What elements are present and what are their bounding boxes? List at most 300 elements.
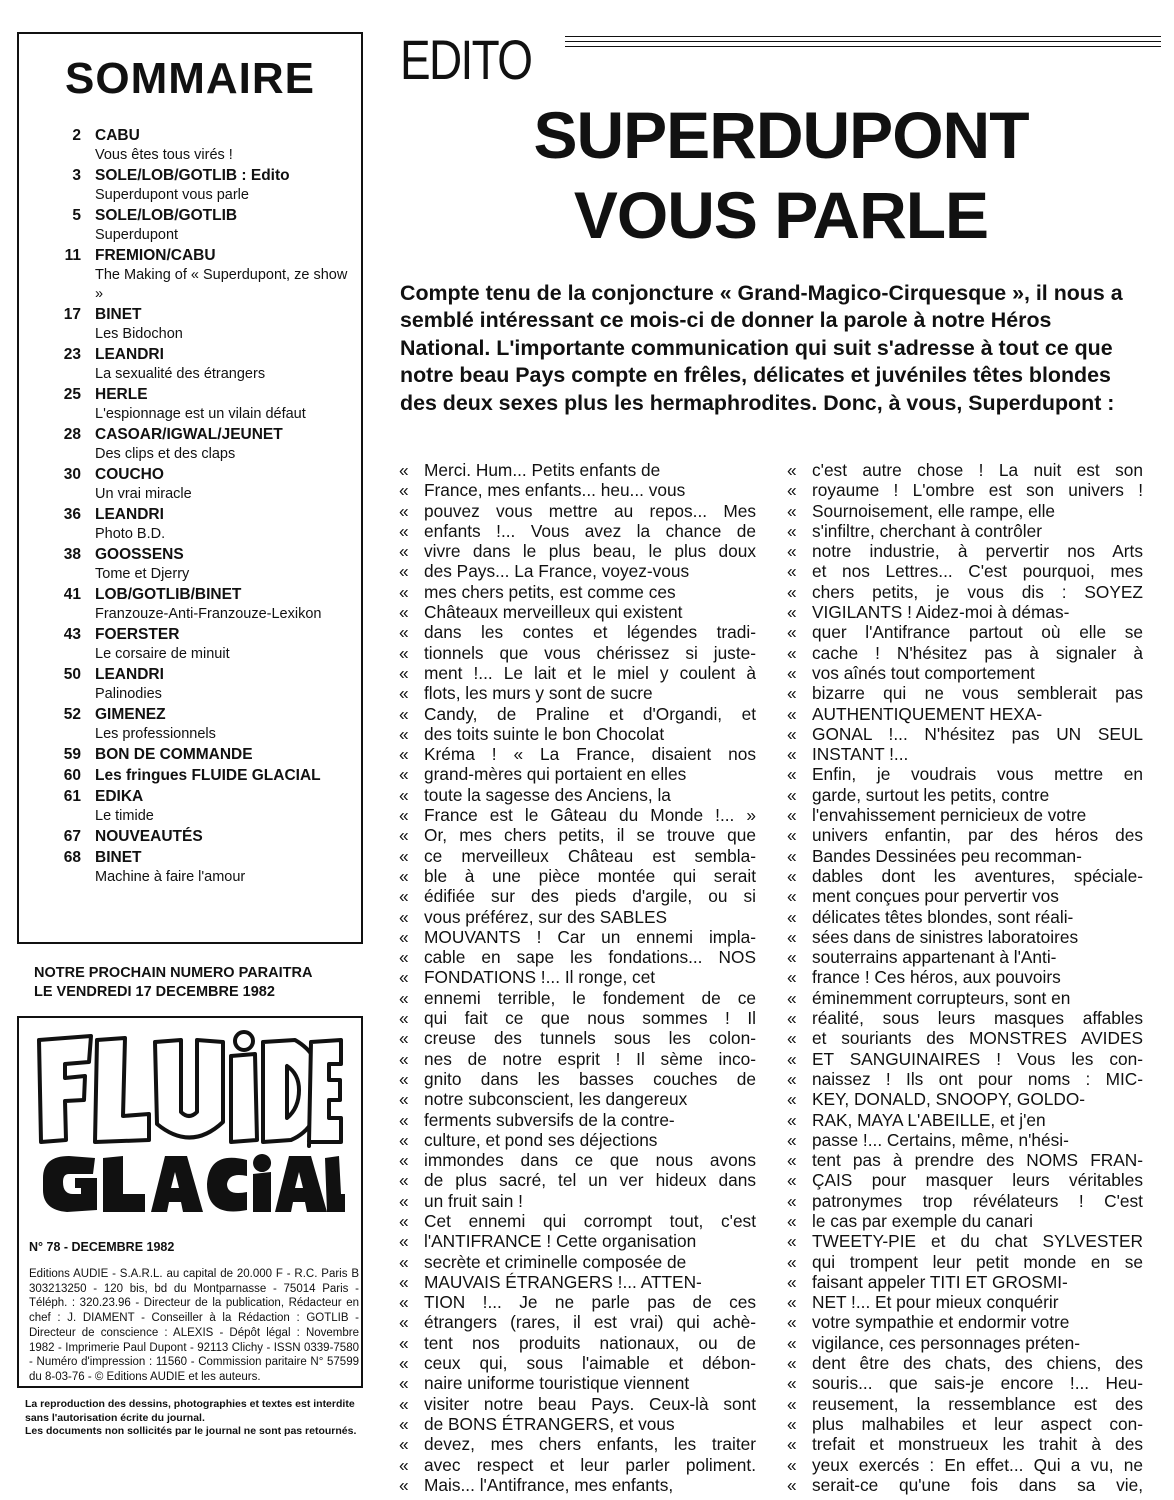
line-text: trefait et monstrueux les trahit à des: [812, 1434, 1143, 1455]
quote-mark: «: [399, 1109, 409, 1130]
toc-page-number: 38: [63, 546, 81, 563]
quote-mark: «: [399, 1129, 409, 1150]
quote-mark: «: [399, 926, 409, 947]
toc-author: FOERSTER: [95, 626, 180, 643]
quote-mark: «: [787, 784, 797, 805]
toc-entry: [47, 545, 351, 584]
quote-mark: «: [787, 662, 797, 683]
headline-line1: SUPERDUPONT: [533, 98, 1029, 172]
text-line: [787, 1252, 1143, 1272]
quote-mark: «: [787, 561, 797, 582]
quote-mark: «: [399, 805, 409, 826]
line-text: garde, surtout les petits, contre: [812, 784, 1050, 805]
quote-mark: «: [787, 906, 797, 927]
toc-entry: [47, 745, 351, 765]
toc-title: Les professionnels: [95, 726, 216, 742]
toc-page-number: 60: [63, 767, 81, 784]
text-line: [399, 501, 756, 521]
line-text: ment conçues pour pervertir vos: [812, 886, 1059, 907]
line-text: Kréma ! « La France, disaient nos: [424, 744, 756, 765]
edito-rule: [565, 36, 1161, 37]
toc-author: CASOAR/IGWAL/JEUNET: [95, 426, 283, 443]
line-text: ble à une pièce montée qui serait: [424, 865, 756, 886]
line-text: dables dont les aventures, spéciale-: [812, 865, 1143, 886]
line-text: Mais... l'Antifrance, mes enfants,: [424, 1474, 674, 1495]
quote-mark: «: [787, 1413, 797, 1434]
text-line: [399, 1272, 756, 1292]
edito-rule: [565, 41, 1161, 42]
quote-mark: «: [787, 1332, 797, 1353]
quote-mark: «: [399, 1089, 409, 1110]
quote-mark: «: [787, 825, 797, 846]
text-line: [399, 907, 756, 927]
quote-mark: «: [787, 1170, 797, 1191]
text-line: [787, 521, 1143, 541]
text-line: [399, 1353, 756, 1373]
quote-mark: «: [787, 460, 797, 480]
quote-mark: «: [787, 744, 797, 765]
quote-mark: «: [787, 987, 797, 1008]
line-text: l'envahissement pernicieux de votre: [812, 805, 1087, 826]
quote-mark: «: [399, 987, 409, 1008]
line-text: cable en sape les fondations... NOS: [424, 947, 756, 968]
text-line: [787, 1353, 1143, 1373]
toc-page-number: 68: [63, 849, 81, 866]
line-text: Enfin, je voudrais vous mettre en: [812, 764, 1143, 785]
text-line: [399, 1475, 756, 1495]
quote-mark: «: [787, 926, 797, 947]
text-line: [787, 805, 1143, 825]
text-line: [399, 1394, 756, 1414]
toc-entry: [47, 848, 351, 887]
toc-title: L'espionnage est un vilain défaut: [95, 406, 306, 422]
text-line: [787, 1211, 1143, 1231]
text-line: [399, 1089, 756, 1109]
quote-mark: «: [787, 1068, 797, 1089]
quote-mark: «: [399, 764, 409, 785]
quote-mark: «: [787, 845, 797, 866]
line-text: des toits suinte le bon Chocolat: [424, 723, 665, 744]
toc-author: LEANDRI: [95, 506, 164, 523]
line-text: royaume ! L'ombre est son univers !: [812, 480, 1143, 501]
masthead-box: [17, 1016, 363, 1388]
quote-mark: «: [787, 723, 797, 744]
line-text: sées dans de sinistres laboratoires: [812, 926, 1079, 947]
text-line: [399, 643, 756, 663]
toc-title: The Making of « Superdupont, ze show »: [95, 267, 348, 302]
toc-entry: [47, 827, 351, 847]
toc-entry: [47, 465, 351, 504]
text-line: [399, 947, 756, 967]
edito-column-1: [399, 460, 756, 1495]
text-line: [787, 1028, 1143, 1048]
text-line: [787, 846, 1143, 866]
line-text: ET SANGUINAIRES ! Vous les con-: [812, 1048, 1143, 1069]
text-line: [787, 683, 1143, 703]
quote-mark: «: [399, 744, 409, 765]
toc-title: Superdupont: [95, 227, 179, 243]
text-line: [787, 501, 1143, 521]
headline-line2: VOUS PARLE: [573, 178, 989, 252]
line-text: et nos Lettres... C'est pourquoi, mes: [812, 561, 1143, 582]
line-text: l'ANTIFRANCE ! Cette organisation: [424, 1231, 697, 1252]
toc-title: Le corsaire de minuit: [95, 646, 230, 662]
toc-entry: [47, 385, 351, 424]
line-text: VIGILANTS ! Aidez-moi à démas-: [812, 602, 1070, 623]
text-line: [787, 602, 1143, 622]
text-line: [787, 1312, 1143, 1332]
line-text: un fruit sain !: [424, 1190, 523, 1211]
toc-page-number: 11: [64, 247, 81, 264]
line-text: souterrains appartenant à l'Anti-: [812, 947, 1057, 968]
quote-mark: «: [787, 622, 797, 643]
reproduction-line2: Les documents non sollicités par le journal ne sont pas retournés.: [25, 1425, 357, 1438]
text-line: [787, 1150, 1143, 1170]
toc-title: Tome et Djerry: [95, 566, 190, 582]
toc-title: Les Bidochon: [95, 326, 183, 342]
text-line: [787, 1130, 1143, 1150]
line-text: vigilance, ces personnages préten-: [812, 1332, 1081, 1353]
quote-mark: «: [787, 1129, 797, 1150]
quote-mark: «: [399, 1190, 409, 1211]
reproduction-notice: [25, 1398, 359, 1439]
text-line: [787, 1191, 1143, 1211]
quote-mark: «: [399, 1353, 409, 1374]
quote-mark: «: [787, 1251, 797, 1272]
text-line: [787, 1089, 1143, 1109]
line-text: grand-mères qui portaient en elles: [424, 764, 687, 785]
line-text: Merci. Hum... Petits enfants de: [424, 460, 661, 480]
line-text: notre subconscient, les dangereux: [424, 1089, 688, 1110]
line-text: souris... que sais-je encore !... Heu-: [812, 1373, 1143, 1394]
line-text: AUTHENTIQUEMENT HEXA-: [812, 703, 1043, 724]
toc-author: BINET: [95, 849, 142, 866]
line-text: ment !... Le lait et le miel y coulent à: [424, 662, 756, 683]
toc-page-number: 43: [63, 626, 81, 643]
text-line: [787, 724, 1143, 744]
line-text: INSTANT !...: [812, 744, 909, 765]
line-text: tent nos produits nationaux, ou de: [424, 1332, 756, 1353]
toc-entry: [47, 665, 351, 704]
sommaire-title: SOMMAIRE: [65, 54, 315, 103]
toc-entry: [47, 206, 351, 245]
line-text: Châteaux merveilleux qui existent: [424, 602, 683, 623]
line-text: pouvez vous mettre au repos... Mes: [424, 500, 756, 521]
quote-mark: «: [787, 805, 797, 826]
quote-mark: «: [787, 1434, 797, 1455]
text-line: [787, 947, 1143, 967]
quote-mark: «: [787, 581, 797, 602]
quote-mark: «: [787, 764, 797, 785]
quote-mark: «: [787, 1190, 797, 1211]
line-text: c'est autre chose ! La nuit est son: [812, 460, 1143, 480]
toc-entry: [47, 505, 351, 544]
quote-mark: «: [399, 1312, 409, 1333]
quote-mark: «: [399, 703, 409, 724]
quote-mark: «: [399, 541, 409, 562]
quote-mark: «: [399, 886, 409, 907]
quote-mark: «: [787, 500, 797, 521]
toc-entry: [47, 166, 351, 205]
toc-entry: [47, 126, 351, 165]
quote-mark: «: [399, 784, 409, 805]
toc-author: COUCHO: [95, 466, 164, 483]
line-text: culture, et pond ses déjections: [424, 1129, 658, 1150]
text-line: [787, 1170, 1143, 1190]
text-line: [399, 582, 756, 602]
quote-mark: «: [399, 1454, 409, 1475]
quote-mark: «: [787, 541, 797, 562]
line-text: et souriants des MONSTRES AVIDES: [812, 1028, 1143, 1049]
quote-mark: «: [787, 520, 797, 541]
toc-page-number: 5: [72, 207, 81, 224]
text-line: [399, 805, 756, 825]
text-line: [787, 1292, 1143, 1312]
line-text: délicates têtes blondes, sont réali-: [812, 906, 1074, 927]
line-text: reusement, la ressemblance est des: [812, 1393, 1143, 1414]
line-text: naissez ! Ils ont pour noms : MIC-: [812, 1068, 1143, 1089]
text-line: [399, 480, 756, 500]
quote-mark: «: [787, 642, 797, 663]
text-line: [399, 866, 756, 886]
toc-title: Machine à faire l'amour: [95, 869, 246, 885]
text-line: [399, 724, 756, 744]
toc-author: SOLE/LOB/GOTLIB : Edito: [95, 167, 290, 184]
text-line: [787, 704, 1143, 724]
text-line: [399, 846, 756, 866]
text-line: [399, 460, 756, 480]
line-text: RAK, MAYA L'ABEILLE, et j'en: [812, 1109, 1046, 1130]
toc-author: CABU: [95, 127, 140, 144]
text-line: [787, 1231, 1143, 1251]
line-text: France, mes enfants... heu... vous: [424, 480, 686, 501]
text-line: [787, 541, 1143, 561]
line-text: faisant appeler TITI ET GROSMI-: [812, 1271, 1068, 1292]
line-text: MOUVANTS ! Car un ennemi impla-: [424, 926, 756, 947]
text-line: [399, 1170, 756, 1190]
line-text: TION !... Je ne parle pas de ces: [424, 1292, 756, 1313]
text-line: [399, 1231, 756, 1251]
line-text: passe !... Certains, même, n'hési-: [812, 1129, 1069, 1150]
quote-mark: «: [399, 1048, 409, 1069]
quote-mark: «: [787, 1048, 797, 1069]
text-line: [399, 1312, 756, 1332]
toc-title: Franzouze-Anti-Franzouze-Lexikon: [95, 606, 322, 622]
text-line: [399, 744, 756, 764]
text-line: [787, 967, 1143, 987]
text-line: [399, 1049, 756, 1069]
text-line: [399, 886, 756, 906]
line-text: immondes dans ce que nous avons: [424, 1150, 756, 1171]
quote-mark: «: [787, 865, 797, 886]
line-text: serait-ce qu'une fois dans sa vie,: [812, 1474, 1143, 1495]
text-line: [399, 1211, 756, 1231]
line-text: de plus sacré, tel un ver hideux dans: [424, 1170, 756, 1191]
quote-mark: «: [787, 886, 797, 907]
text-line: [399, 1252, 756, 1272]
line-text: des Pays... La France, voyez-vous: [424, 561, 690, 582]
next-issue-line2: LE VENDREDI 17 DECEMBRE 1982: [34, 984, 275, 1000]
quote-mark: «: [787, 1028, 797, 1049]
text-line: [787, 1049, 1143, 1069]
line-text: ferments subversifs de la contre-: [424, 1109, 675, 1130]
edito-column-2: [787, 460, 1143, 1495]
line-text: devez, mes chers enfants, les traiter: [424, 1434, 756, 1455]
toc-page-number: 17: [63, 306, 81, 323]
line-text: ennemi terrible, le fondement de ce: [424, 987, 756, 1008]
quote-mark: «: [399, 1170, 409, 1191]
text-line: [399, 1373, 756, 1393]
line-text: plus malhabiles et leur aspect con-: [812, 1413, 1143, 1434]
line-text: vous préférez, sur des SABLES: [424, 906, 668, 927]
toc-author: HERLE: [95, 386, 148, 403]
line-text: éminemment corrupteurs, sont en: [812, 987, 1071, 1008]
line-text: chers petits, je vous dis : SOYEZ: [812, 581, 1143, 602]
quote-mark: «: [399, 1008, 409, 1029]
quote-mark: «: [399, 520, 409, 541]
quote-mark: «: [399, 1332, 409, 1353]
text-line: [399, 1008, 756, 1028]
quote-mark: «: [399, 865, 409, 886]
line-text: vivre dans le plus beau, le plus doux: [424, 541, 756, 562]
line-text: yeux exercés : En effet... Qui a vu, ne: [812, 1454, 1143, 1475]
quote-mark: «: [787, 1292, 797, 1313]
toc-page-number: 50: [63, 666, 81, 683]
text-line: [787, 1008, 1143, 1028]
toc-author: FREMION/CABU: [95, 247, 216, 264]
quote-mark: «: [399, 825, 409, 846]
line-text: creuse des tunnels sous les colon-: [424, 1028, 756, 1049]
quote-mark: «: [399, 642, 409, 663]
text-line: [787, 866, 1143, 886]
toc-author: SOLE/LOB/GOTLIB: [95, 207, 238, 224]
text-line: [787, 785, 1143, 805]
line-text: mes chers petits, est comme ces: [424, 581, 676, 602]
quote-mark: «: [787, 602, 797, 623]
toc-entry: [47, 305, 351, 344]
line-text: univers enfantin, par des héros des: [812, 825, 1143, 846]
text-line: [399, 521, 756, 541]
line-text: Bandes Dessinées peu recomman-: [812, 845, 1082, 866]
toc-title: La sexualité des étrangers: [95, 366, 266, 382]
line-text: Or, mes chers petits, il se trouve que: [424, 825, 756, 846]
toc-title: Vous êtes tous virés !: [95, 147, 233, 163]
line-text: France est le Gâteau du Monde !... »: [424, 805, 756, 826]
text-line: [787, 1110, 1143, 1130]
quote-mark: «: [787, 683, 797, 704]
line-text: le cas par exemple du canari: [812, 1210, 1033, 1231]
line-text: de BONS ÉTRANGERS, et vous: [424, 1413, 675, 1434]
text-line: [399, 967, 756, 987]
text-line: [399, 1150, 756, 1170]
text-line: [787, 480, 1143, 500]
quote-mark: «: [399, 1474, 409, 1495]
line-text: qui trompent leur petit monde en se: [812, 1251, 1143, 1272]
quote-mark: «: [399, 1251, 409, 1272]
text-line: [787, 1414, 1143, 1434]
toc-entry: [47, 787, 351, 826]
toc-page-number: 61: [63, 788, 81, 805]
quote-mark: «: [399, 1231, 409, 1252]
text-line: [787, 886, 1143, 906]
toc-author: BINET: [95, 306, 142, 323]
line-text: NET !... Et pour mieux conquérir: [812, 1292, 1059, 1313]
text-line: [399, 1434, 756, 1454]
text-line: [787, 460, 1143, 480]
text-line: [787, 988, 1143, 1008]
toc-author: EDIKA: [95, 788, 144, 805]
quote-mark: «: [399, 1210, 409, 1231]
text-line: [787, 825, 1143, 845]
line-text: patronymes trop révélateurs ! C'est: [812, 1190, 1143, 1211]
line-text: Candy, de Praline et d'Organdi, et: [424, 703, 756, 724]
toc-entry: [47, 425, 351, 464]
toc-author: LEANDRI: [95, 666, 164, 683]
line-text: KEY, DONALD, SNOOPY, GOLDO-: [812, 1089, 1086, 1110]
toc-author: Les fringues FLUIDE GLACIAL: [95, 767, 321, 784]
quote-mark: «: [399, 561, 409, 582]
toc-author: GOOSSENS: [95, 546, 184, 563]
quote-mark: «: [787, 1454, 797, 1475]
quote-mark: «: [399, 967, 409, 988]
quote-mark: «: [399, 460, 409, 480]
text-line: [399, 622, 756, 642]
quote-mark: «: [399, 723, 409, 744]
toc-entry: [47, 766, 351, 786]
line-text: nes de notre esprit ! Il sème inco-: [424, 1048, 756, 1069]
quote-mark: «: [787, 1474, 797, 1495]
line-text: réalité, sous leurs masques affables: [812, 1008, 1143, 1029]
toc-entry: [47, 705, 351, 744]
quote-mark: «: [399, 906, 409, 927]
quote-mark: «: [787, 1373, 797, 1394]
text-line: [399, 785, 756, 805]
line-text: enfants !... Vous avez la chance de: [424, 520, 756, 541]
text-line: [399, 1130, 756, 1150]
text-line: [399, 704, 756, 724]
quote-mark: «: [399, 1028, 409, 1049]
quote-mark: «: [399, 1413, 409, 1434]
quote-mark: «: [399, 480, 409, 501]
edito-label: EDITO: [400, 28, 532, 91]
text-line: [787, 1333, 1143, 1353]
quote-mark: «: [399, 602, 409, 623]
quote-mark: «: [787, 1231, 797, 1252]
line-text: GONAL !... N'hésitez pas UN SEUL: [812, 723, 1143, 744]
line-text: MAUVAIS ÉTRANGERS !... ATTEN-: [424, 1271, 702, 1292]
text-line: [787, 744, 1143, 764]
text-line: [787, 927, 1143, 947]
line-text: tent pas à prendre des NOMS FRAN-: [812, 1150, 1143, 1171]
line-text: dent être des chats, des chiens, des: [812, 1353, 1143, 1374]
toc-title: Un vrai miracle: [95, 486, 192, 502]
toc-page-number: 28: [63, 426, 81, 443]
text-line: [399, 1191, 756, 1211]
toc-page-number: 59: [63, 746, 81, 763]
quote-mark: «: [787, 1089, 797, 1110]
toc-page-number: 2: [72, 127, 81, 144]
quote-mark: «: [787, 947, 797, 968]
text-line: [399, 927, 756, 947]
line-text: cache ! N'hésitez pas à signaler à: [812, 642, 1143, 663]
text-line: [399, 1333, 756, 1353]
text-line: [787, 1434, 1143, 1454]
quote-mark: «: [787, 967, 797, 988]
text-line: [399, 1028, 756, 1048]
toc-title: Photo B.D.: [95, 526, 166, 542]
line-text: édifiée sur des pieds d'argile, ou si: [424, 886, 756, 907]
line-text: s'infiltre, cherchant à contrôler: [812, 520, 1042, 541]
